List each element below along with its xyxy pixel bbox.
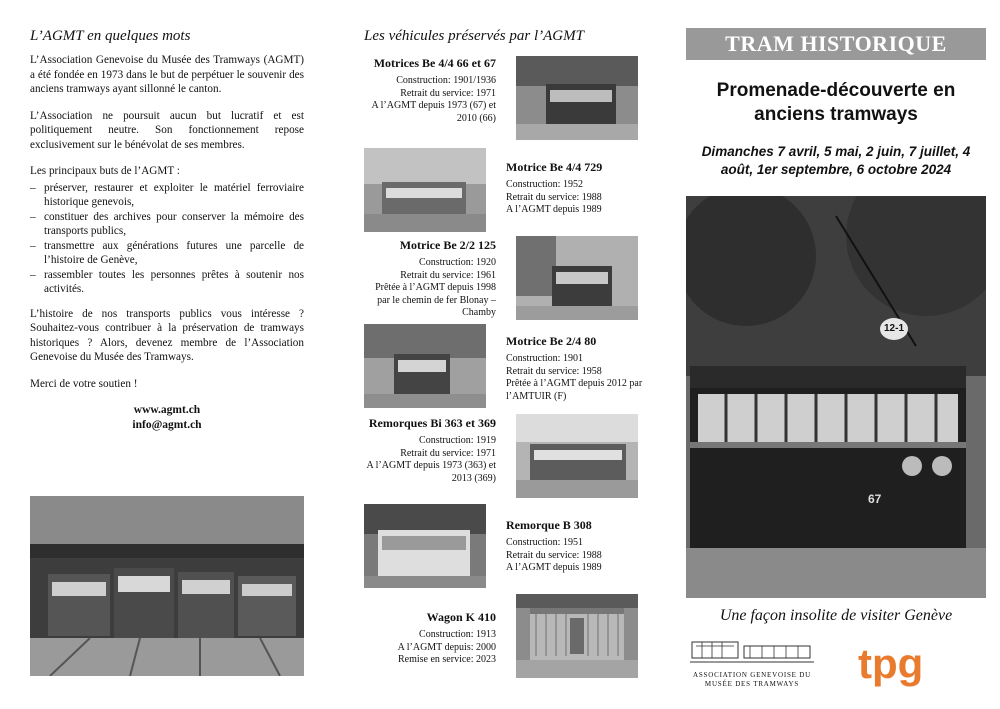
vehicle-title: Motrice Be 4/4 729 (506, 160, 603, 174)
vehicle-title: Remorque B 308 (506, 518, 592, 532)
vehicle-info-line: Retrait du service: 1961 (400, 269, 496, 281)
vehicle-info-line: Prêtée à l’AGMT depuis 2012 par l’AMTUIR (F) (506, 378, 643, 402)
vehicle-info-line: Construction: 1919 (419, 435, 496, 446)
vehicle-info-line: Prêtée à l’AGMT depuis 1998 par le chemin de fer Blonay – Chamby (375, 282, 496, 318)
banner-title: TRAM HISTORIQUE (686, 28, 986, 60)
vehicle-info-line: Construction: 1901/1936 (396, 75, 496, 86)
vehicle-title: Wagon K 410 (426, 610, 496, 624)
about-heading: L’AGMT en quelques mots (30, 28, 191, 44)
vehicle-info-line: A l’AGMT depuis 1973 (67) et 2010 (66) (371, 100, 496, 124)
tagline: Une façon insolite de visiter Genève (719, 607, 953, 624)
vehicle-entry-3 (364, 238, 496, 320)
vehicle-info-line: Retrait du service: 1988 (506, 191, 602, 203)
vehicle-entry-2 (506, 160, 646, 217)
goal-item: – préserver, restaurer et exploiter le matériel ferroviaire historique genevois, (30, 181, 304, 210)
contacts (30, 403, 304, 433)
vehicle-photo-7 (516, 594, 638, 678)
tram-number: 67 (868, 492, 882, 506)
vehicle-info-line: Construction: 1901 (506, 353, 583, 364)
subtitle: Promenade-découverte en anciens tramways (716, 80, 956, 125)
vehicle-photo-1 (516, 56, 638, 140)
cover-tram-photo (686, 196, 986, 598)
goals-intro: Les principaux buts de l’AGMT : (30, 165, 180, 177)
vehicle-title: Motrice Be 2/4 80 (506, 334, 597, 348)
depot-photo (30, 496, 304, 676)
vehicle-info-line: Remise en service: 2023 (397, 654, 496, 665)
vehicle-info-line: Construction: 1951 (506, 537, 583, 548)
vehicle-info-line: Retrait du service: 1988 (506, 549, 602, 561)
assoc-name: ASSOCIATION GENEVOISE DU MUSÉE DES TRAMWAYS (693, 671, 811, 688)
vehicle-info-line: Construction: 1913 (419, 629, 496, 640)
email-link[interactable]: info@agmt.ch (132, 419, 202, 431)
vehicle-info-line: Retrait du service: 1971 (400, 447, 496, 459)
goal-item: – rassembler toutes les personnes prêtes à soutenir nos activités. (30, 268, 304, 297)
vehicle-info-line: Retrait du service: 1971 (400, 87, 496, 99)
vehicle-entry-6 (506, 518, 646, 575)
vehicle-title: Motrices Be 4/4 66 et 67 (373, 56, 496, 70)
vehicle-info-line: Construction: 1952 (506, 179, 583, 190)
vehicle-info-line: A l’AGMT depuis 1973 (363) et 2013 (369) (366, 460, 496, 484)
vehicle-info-line: Construction: 1920 (419, 257, 496, 268)
vehicle-entry-5 (364, 416, 496, 485)
about-section (30, 28, 304, 433)
goal-item: – constituer des archives pour conserver la mémoire des transports publics, (30, 210, 304, 239)
vehicle-photo-4 (364, 324, 486, 408)
vehicle-photo-2 (364, 148, 486, 232)
vehicle-photo-5 (516, 414, 638, 498)
vehicle-title: Motrice Be 2/2 125 (399, 238, 496, 252)
vehicle-entry-7 (364, 610, 496, 667)
assoc-logo (690, 638, 814, 668)
vehicle-entry-4 (506, 334, 646, 403)
vehicle-info-line: A l’AGMT depuis: 2000 (397, 641, 496, 653)
goal-item: – transmettre aux générations futures une parcelle de l’histoire de Genève, (30, 239, 304, 268)
vehicle-photo-3 (516, 236, 638, 320)
dates-text: Dimanches 7 avril, 5 mai, 2 juin, 7 juillet, 4 août, 1er septembre, 6 octobre 2024 (701, 144, 971, 177)
about-paragraph-2: L’Association ne poursuit aucun but lucratif et est politiquement neutre. Son fonctionnement repose exclusivement sur le bénévolat de ses membres. (30, 109, 304, 151)
website-link[interactable]: www.agmt.ch (133, 404, 201, 416)
vehicle-entry-1 (364, 56, 496, 125)
vehicle-info-line: A l’AGMT depuis 1989 (506, 204, 602, 215)
vehicles-title: Les véhicules préservés par l’AGMT (364, 28, 584, 44)
about-paragraph-3: L’histoire de nos transports publics vous intéresse ? Souhaitez-vous contribuer à la préservation de tramways historiques ? Alors, devenez membre de l’Association Genevoise du Musée des Tramways. (30, 307, 304, 363)
about-paragraph-1: L’Association Genevoise du Musée des Tramways (AGMT) a été fondée en 1973 dans le but de perpétuer le souvenir des anciens tramways ayant sillonné le canton. (30, 54, 304, 95)
vehicle-info-line: Retrait du service: 1958 (506, 365, 602, 377)
tpg-logo: tpg (858, 640, 924, 687)
goals-list (30, 181, 304, 297)
vehicle-title: Remorques Bi 363 et 369 (368, 416, 496, 430)
route-sign: 12-1 (880, 318, 908, 340)
thanks-text: Merci de votre soutien ! (30, 377, 138, 390)
vehicle-photo-6 (364, 504, 486, 588)
vehicle-info-line: A l’AGMT depuis 1989 (506, 562, 602, 573)
